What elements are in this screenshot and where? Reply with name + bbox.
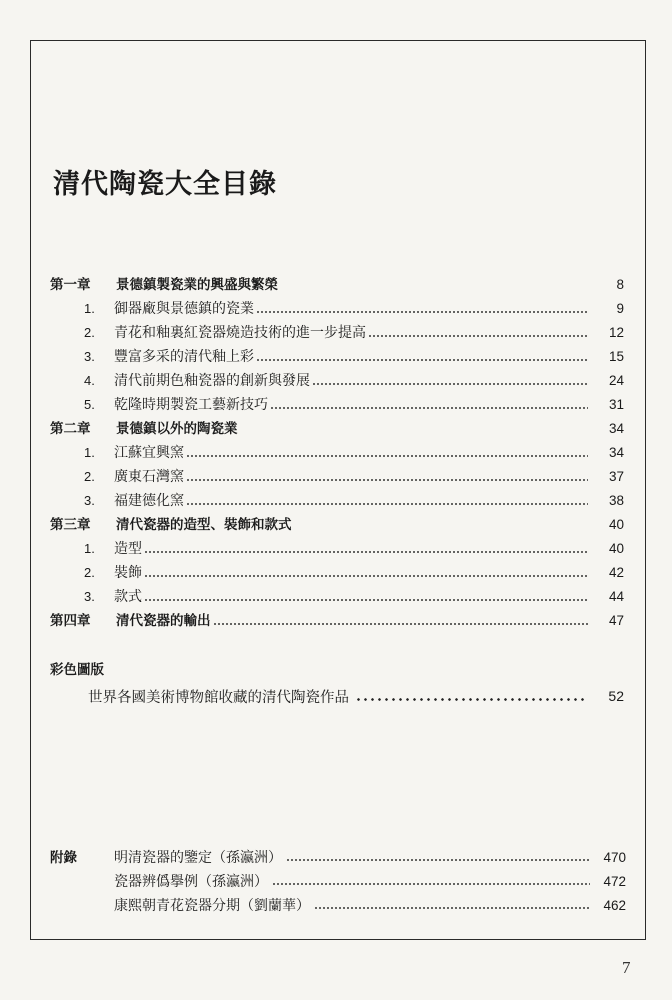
page-number: 472: [603, 873, 626, 889]
page-number: 470: [603, 849, 626, 865]
item-title: 廣東石灣窯: [114, 469, 184, 485]
toc-item[interactable]: [50, 562, 624, 584]
appendix-title: 瓷器辨僞擧例（孫瀛洲）: [114, 874, 268, 890]
item-title: 青花和釉裏紅瓷器燒造技術的進一步提高: [114, 325, 366, 341]
appendix-heading: 附錄: [50, 850, 77, 866]
page-number: 31: [608, 397, 624, 412]
dot-leader: [144, 575, 588, 577]
page-number: 9: [616, 301, 624, 316]
item-number: 2.: [84, 565, 95, 580]
page-number: 44: [608, 589, 624, 604]
page-number: 42: [608, 565, 624, 580]
toc-item[interactable]: [50, 586, 624, 608]
item-title: 福建德化窯: [114, 493, 184, 509]
folio-page-number: 7: [622, 958, 631, 977]
page-number: 8: [616, 277, 624, 292]
dot-leader: [256, 359, 588, 361]
page-number: 12: [608, 325, 624, 340]
dot-leader: [355, 698, 584, 701]
toc-chapter[interactable]: [50, 514, 624, 536]
item-title: 清代前期色釉瓷器的創新與發展: [114, 373, 310, 389]
page-number: 24: [608, 373, 624, 388]
page-number: 40: [608, 541, 624, 556]
dot-leader: [312, 383, 588, 385]
plates-heading: 彩色圖版: [50, 662, 104, 678]
dot-leader: [256, 311, 588, 313]
toc-item[interactable]: [50, 490, 624, 512]
plates-entry[interactable]: [88, 684, 624, 708]
item-number: 2.: [84, 325, 95, 340]
dot-leader: [368, 335, 588, 337]
item-title: 豐富多采的清代釉上彩: [114, 349, 254, 365]
item-title: 款式: [114, 589, 142, 605]
appendix-title: 康熙朝青花瓷器分期（劉蘭華）: [114, 898, 310, 914]
toc-item[interactable]: [50, 466, 624, 488]
dot-leader: [186, 503, 588, 505]
plates-label: 世界各國美術博物館收藏的清代陶瓷作品: [88, 689, 349, 706]
toc-item[interactable]: [50, 538, 624, 560]
dot-leader: [144, 599, 588, 601]
page-number: 47: [608, 613, 624, 628]
item-number: 5.: [84, 397, 95, 412]
chapter-title: 清代瓷器的造型、裝飾和款式: [116, 517, 292, 533]
dot-leader: [186, 455, 588, 457]
item-number: 3.: [84, 493, 95, 508]
dot-leader: [314, 907, 590, 909]
toc-chapter[interactable]: [50, 610, 624, 632]
chapter-title: 清代瓷器的輸出: [116, 613, 211, 629]
toc-item[interactable]: [50, 298, 624, 320]
item-number: 3.: [84, 589, 95, 604]
page-number: 37: [608, 469, 624, 484]
page-number: 40: [608, 517, 624, 532]
page-title: 清代陶瓷大全目錄: [53, 169, 277, 200]
item-title: 裝飾: [114, 565, 142, 581]
item-title: 乾隆時期製瓷工藝新技巧: [114, 397, 268, 413]
item-number: 4.: [84, 373, 95, 388]
chapter-title: 景德鎮製瓷業的興盛與繁榮: [116, 277, 278, 293]
toc-chapter[interactable]: [50, 274, 624, 296]
item-number: 3.: [84, 349, 95, 364]
page-number: 38: [608, 493, 624, 508]
appendix-item[interactable]: [114, 846, 626, 868]
dot-leader: [186, 479, 588, 481]
page-number: 462: [603, 897, 626, 913]
toc-item[interactable]: [50, 346, 624, 368]
chapter-number: 第三章: [50, 517, 91, 533]
appendix-item[interactable]: [114, 894, 626, 916]
dot-leader: [272, 883, 590, 885]
chapter-number: 第一章: [50, 277, 91, 293]
chapter-number: 第四章: [50, 613, 91, 629]
dot-leader: [213, 623, 589, 625]
item-number: 2.: [84, 469, 95, 484]
page-number: 15: [608, 349, 624, 364]
plates-page-number: 52: [608, 688, 624, 704]
toc-item[interactable]: [50, 322, 624, 344]
dot-leader: [144, 551, 588, 553]
item-title: 江蘇宜興窯: [114, 445, 184, 461]
item-title: 造型: [114, 541, 142, 557]
item-number: 1.: [84, 445, 95, 460]
toc-item[interactable]: [50, 442, 624, 464]
item-title: 御器廠與景德鎮的瓷業: [114, 301, 254, 317]
appendix-item[interactable]: [114, 870, 626, 892]
toc-item[interactable]: [50, 370, 624, 392]
item-number: 1.: [84, 541, 95, 556]
page-number: 34: [608, 421, 624, 436]
dot-leader: [286, 859, 590, 861]
chapter-title: 景德鎮以外的陶瓷業: [116, 421, 238, 437]
toc-chapter[interactable]: [50, 418, 624, 440]
chapter-number: 第二章: [50, 421, 91, 437]
toc-item[interactable]: [50, 394, 624, 416]
page-number: 34: [608, 445, 624, 460]
appendix-title: 明清瓷器的鑒定（孫瀛洲）: [114, 850, 282, 866]
item-number: 1.: [84, 301, 95, 316]
dot-leader: [270, 407, 588, 409]
